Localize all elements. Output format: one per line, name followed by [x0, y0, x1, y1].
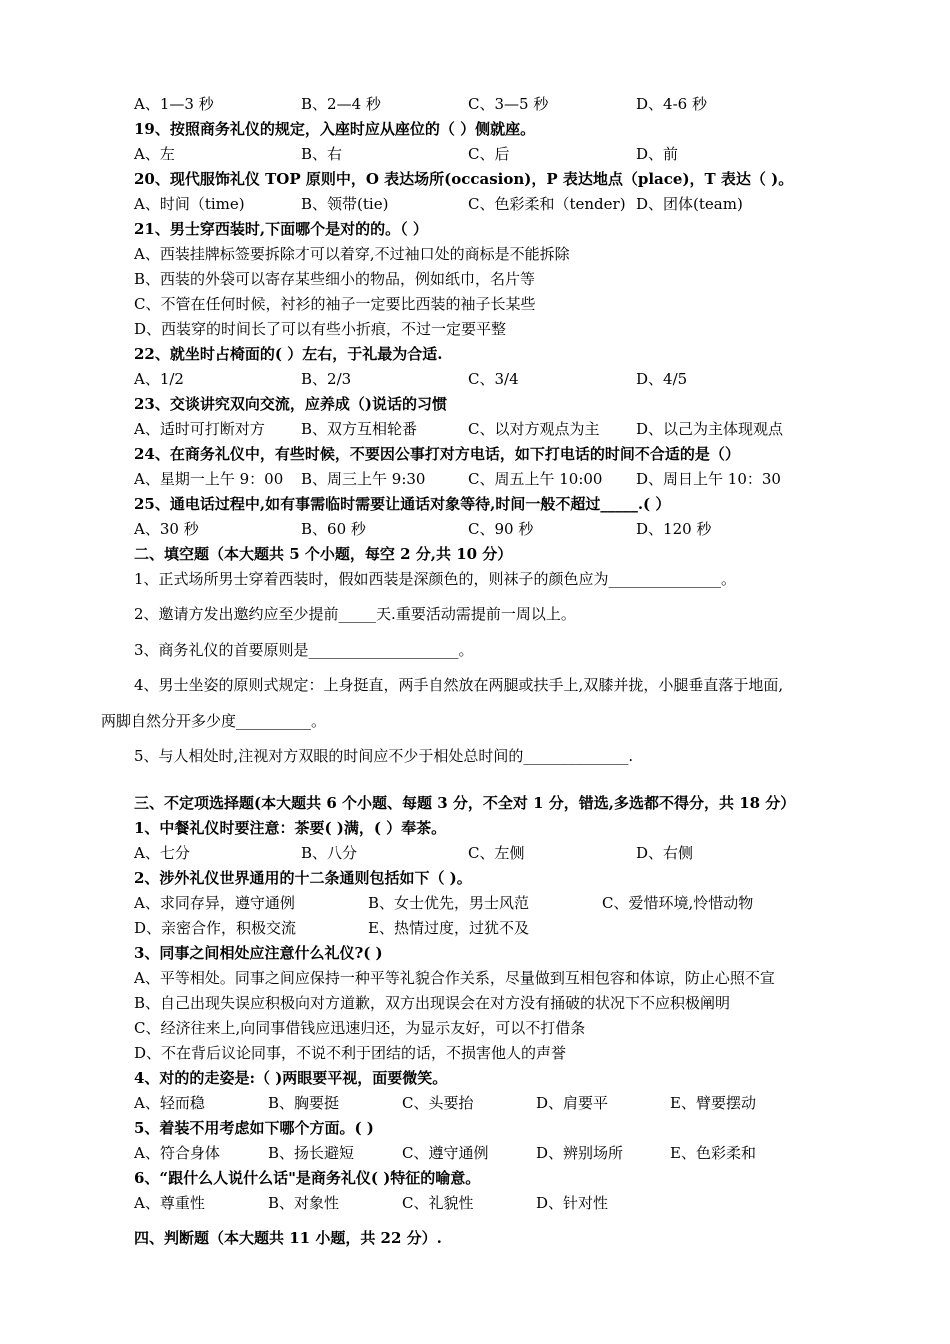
s3-question-2: 2、涉外礼仪世界通用的十二条通则包括如下（ )。: [134, 869, 472, 887]
option-c: C、头要抬: [402, 1094, 474, 1112]
option-c: C、后: [468, 145, 510, 163]
option-a: A、星期一上午 9：00: [134, 470, 284, 488]
option-a: A、适时可打断对方: [134, 420, 265, 438]
option-c: C、左侧: [468, 844, 525, 862]
option-c: C、爱惜环境,怜惜动物: [602, 894, 754, 912]
option-d: D、辨别场所: [536, 1144, 624, 1162]
option-a: A、30 秒: [134, 520, 199, 538]
fill-item-3: 3、商务礼仪的首要原则是____________________。: [134, 641, 474, 659]
option-e: E、色彩柔和: [670, 1144, 756, 1162]
option-a: A、西装挂牌标签要拆除才可以着穿,不过袖口处的商标是不能拆除: [134, 245, 570, 263]
fill-item-4: 4、男士坐姿的原则式规定：上身挺直，两手自然放在两腿或扶手上,双膝并拢，小腿垂直落于地面,: [134, 676, 784, 694]
option-b: B、右: [301, 145, 343, 163]
question-21: 21、男士穿西装时,下面哪个是对的的。（ ）: [134, 220, 428, 238]
option-b: B、自己出现失误应积极向对方道歉，双方出现误会在对方没有捅破的状况下不应积极阐明: [134, 994, 731, 1012]
option-b: B、西装的外袋可以寄存某些细小的物品，例如纸巾，名片等: [134, 270, 536, 288]
option-c: C、遵守通例: [402, 1144, 489, 1162]
option-d: D、亲密合作，积极交流: [134, 919, 297, 937]
option-b: B、2/3: [301, 370, 352, 388]
option-d: D、西装穿的时间长了可以有些小折痕，不过一定要平整: [134, 320, 507, 338]
option-d: D、120 秒: [636, 520, 712, 538]
option-a: A、七分: [134, 844, 190, 862]
option-b: B、女士优先，男士风范: [368, 894, 530, 912]
option-b: B、双方互相轮番: [301, 420, 418, 438]
question-19: 19、按照商务礼仪的规定，入座时应从座位的（ ）侧就座。: [134, 120, 536, 138]
option-a: A、符合身体: [134, 1144, 220, 1162]
option-c: C、不管在任何时候，衬衫的袖子一定要比西装的袖子长某些: [134, 295, 536, 313]
question-20: 20、现代服饰礼仪 TOP 原则中，O 表达场所(occasion)，P 表达地点（place)，T 表达（ )。: [134, 170, 794, 188]
option-c: C、以对方观点为主: [468, 420, 600, 438]
option-c: C、3/4: [468, 370, 519, 388]
option-c: C、经济往来上,向同事借钱应迅速归还，为显示友好，可以不打借条: [134, 1019, 586, 1037]
option-b: B、2—4 秒: [301, 95, 381, 113]
option-d: D、不在背后议论同事，不说不利于团结的话，不损害他人的声誉: [134, 1044, 567, 1062]
option-c: C、礼貌性: [402, 1194, 474, 1212]
option-b: B、八分: [301, 844, 358, 862]
option-b: B、胸要挺: [268, 1094, 340, 1112]
option-a: A、左: [134, 145, 175, 163]
option-b: B、扬长避短: [268, 1144, 355, 1162]
option-c: C、色彩柔和（tender): [468, 195, 626, 213]
section-3-heading: 三、不定项选择题(本大题共 6 个小题、每题 3 分，不全对 1 分，错选,多选都不得分，共 18 分）: [134, 794, 796, 812]
option-a: A、平等相处。同事之间应保持一种平等礼貌合作关系，尽量做到互相包容和体谅，防止心照不宣: [134, 969, 775, 987]
section-2-heading: 二、填空题（本大题共 5 个小题，每空 2 分,共 10 分）: [134, 545, 513, 563]
option-a: A、轻而稳: [134, 1094, 205, 1112]
s3-question-6: 6、“跟什么人说什么话"是商务礼仪( )特征的喻意。: [134, 1169, 481, 1187]
option-d: D、针对性: [536, 1194, 609, 1212]
option-a: A、1/2: [134, 370, 184, 388]
question-25: 25、通电话过程中,如有事需临时需要让通话对象等待,时间一般不超过_____.( ）: [134, 495, 671, 513]
option-d: D、4-6 秒: [636, 95, 707, 113]
section-4-heading: 四、判断题（本大题共 11 小题，共 22 分）.: [134, 1229, 442, 1247]
option-d: D、团体(team): [636, 195, 743, 213]
fill-item-2: 2、邀请方发出邀约应至少提前_____天.重要活动需提前一周以上。: [134, 605, 576, 623]
fill-item-4-cont: 两脚自然分开多少度__________。: [101, 712, 327, 730]
option-d: D、周日上午 10：30: [636, 470, 781, 488]
option-d: D、前: [636, 145, 679, 163]
question-22: 22、就坐时占椅面的( ）左右，于礼最为合适.: [134, 345, 443, 363]
question-24: 24、在商务礼仪中，有些时候，不要因公事打对方电话，如下打电话的时间不合适的是（）: [134, 445, 740, 463]
option-b: B、周三上午 9:30: [301, 470, 426, 488]
option-a: A、尊重性: [134, 1194, 205, 1212]
option-e: E、热情过度，过犹不及: [368, 919, 529, 937]
option-c: C、周五上午 10:00: [468, 470, 603, 488]
option-c: C、3—5 秒: [468, 95, 549, 113]
option-b: B、领带(tie): [301, 195, 389, 213]
option-b: B、60 秒: [301, 520, 366, 538]
option-a: A、求同存异，遵守通例: [134, 894, 295, 912]
option-a: A、1—3 秒: [134, 95, 214, 113]
option-d: D、右侧: [636, 844, 694, 862]
option-e: E、臂要摆动: [670, 1094, 756, 1112]
s3-question-4: 4、对的的走姿是:（ )两眼要平视，面要微笑。: [134, 1069, 448, 1087]
option-d: D、肩要平: [536, 1094, 609, 1112]
option-a: A、时间（time): [134, 195, 245, 213]
s3-question-3: 3、同事之间相处应注意什么礼仪?( ): [134, 944, 383, 962]
s3-question-5: 5、着装不用考虑如下哪个方面。( ): [134, 1119, 374, 1137]
option-c: C、90 秒: [468, 520, 534, 538]
s3-question-1: 1、中餐礼仪时要注意：茶要( )满，( ）奉茶。: [134, 819, 447, 837]
option-b: B、对象性: [268, 1194, 340, 1212]
fill-item-5: 5、与人相处时,注视对方双眼的时间应不少于相处总时间的______________.: [134, 747, 634, 765]
fill-item-1: 1、正式场所男士穿着西装时，假如西装是深颜色的，则袜子的颜色应为_______________。: [134, 570, 737, 588]
option-d: D、以己为主体现观点: [636, 420, 784, 438]
question-23: 23、交谈讲究双向交流，应养成（)说话的习惯: [134, 395, 447, 413]
option-d: D、4/5: [636, 370, 688, 388]
